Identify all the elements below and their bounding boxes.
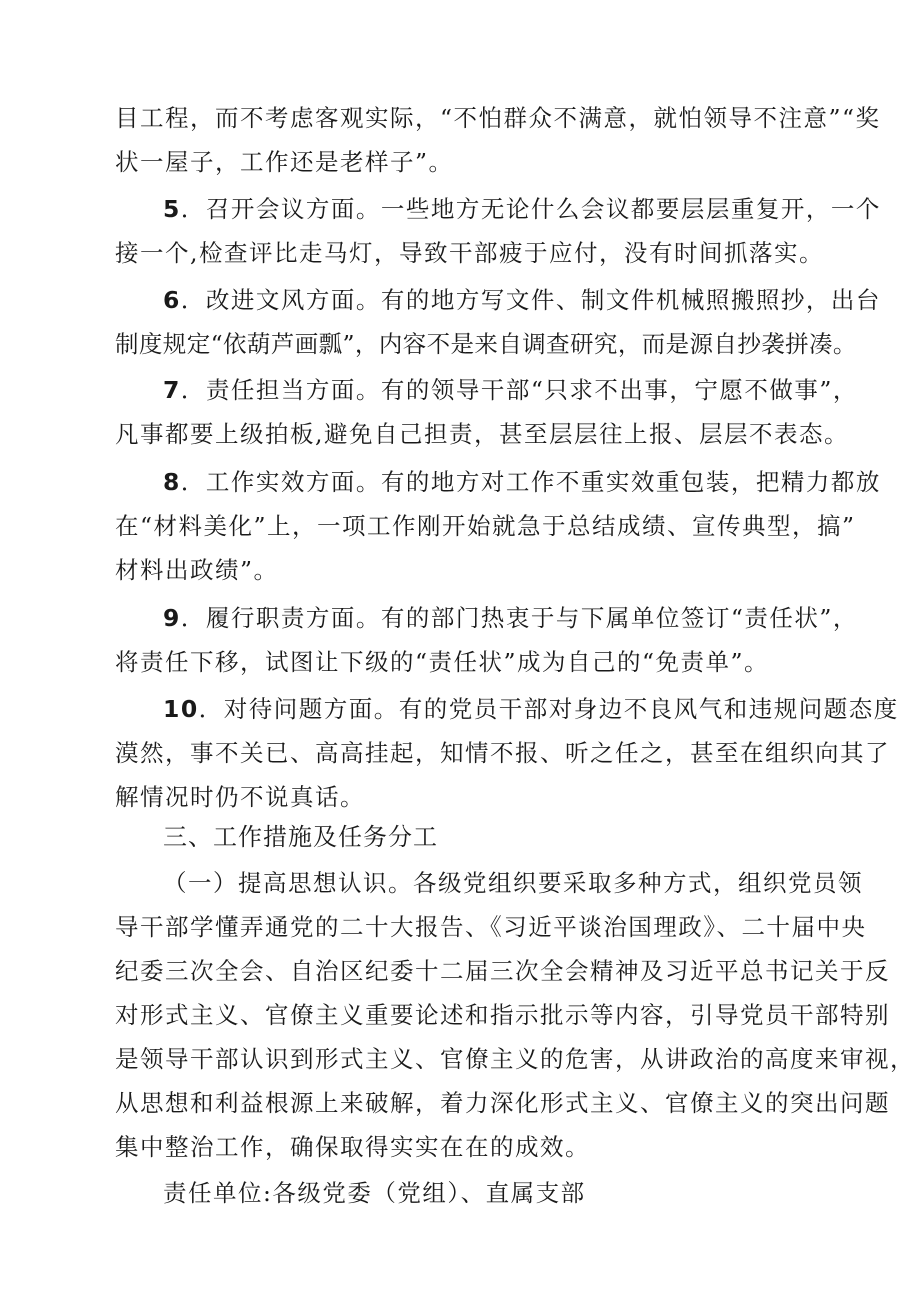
paragraph-continued-line-1: 目工程，而不考虑客观实际，“不怕群众不满意，就怕领导不注意”“奖 [115, 104, 881, 132]
item-8-line-2: 在“材料美化”上，一项工作刚开始就急于总结成绩、宣传典型，搞” [115, 512, 856, 540]
item-10-line-3: 解情况时仍不说真话。 [115, 783, 365, 811]
item-6-line-1: 6．改进文风方面。有的地方写文件、制文件机械照搬照抄，出台 [163, 286, 881, 314]
responsibility-line: 责任单位:各级党委（党组）、直属支部 [163, 1179, 586, 1207]
item-7-line-2: 凡事都要上级拍板,避免自己担责，甚至层层往上报、层层不表态。 [115, 420, 849, 448]
measure-1-line-1: （一）提高思想认识。各级党组织要采取多种方式，组织党员领 [163, 869, 863, 897]
item-7-line-1: 7．责任担当方面。有的领导干部“只求不出事，宁愿不做事”， [163, 376, 858, 404]
section-heading-3: 三、工作措施及任务分工 [163, 823, 438, 851]
measure-1-line-5: 是领导干部认识到形式主义、官僚主义的危害，从讲政治的高度来审视， [115, 1045, 915, 1073]
item-9-line-2: 将责任下移，试图让下级的“责任状”成为自己的“免责单”。 [115, 648, 770, 676]
item-number: 6 [163, 286, 181, 314]
item-5-line-2: 接一个,检查评比走马灯，导致干部疲于应付，没有时间抓落实。 [115, 239, 824, 267]
item-number: 10 [163, 695, 199, 723]
item-10-line-1: 10．对待问题方面。有的党员干部对身边不良风气和违规问题态度 [163, 695, 899, 723]
item-10-line-2: 漠然，事不关已、高高挂起，知情不报、听之任之，甚至在组织向其了 [115, 739, 890, 767]
item-8-line-3: 材料出政绩”。 [115, 556, 279, 584]
measure-1-line-6: 从思想和利益根源上来破解，着力深化形式主义、官僚主义的突出问题 [115, 1089, 890, 1117]
item-number: 5 [163, 195, 181, 223]
item-6-line-2: 制度规定“依葫芦画瓢”，内容不是来自调查研究，而是源自抄袭拼凑。 [115, 330, 857, 358]
paragraph-continued-line-2: 状一屋子，工作还是老样子”。 [115, 148, 454, 176]
measure-1-line-4: 对形式主义、官僚主义重要论述和指示批示等内容，引导党员干部特别 [115, 1001, 890, 1029]
measure-1-line-3: 纪委三次全会、自治区纪委十二届三次全会精神及习近平总书记关于反 [115, 957, 890, 985]
item-number: 7 [163, 376, 181, 404]
item-8-line-1: 8．工作实效方面。有的地方对工作不重实效重包装，把精力都放 [163, 468, 881, 496]
item-9-line-1: 9．履行职责方面。有的部门热衷于与下属单位签订“责任状”， [163, 604, 858, 632]
item-5-line-1: 5．召开会议方面。一些地方无论什么会议都要层层重复开，一个 [163, 195, 881, 223]
measure-1-line-2: 导干部学懂弄通党的二十大报告、《习近平谈治国理政》、二十届中央 [115, 913, 867, 941]
item-number: 8 [163, 468, 181, 496]
measure-1-line-7: 集中整治工作，确保取得实实在在的成效。 [115, 1133, 590, 1161]
item-number: 9 [163, 604, 181, 632]
